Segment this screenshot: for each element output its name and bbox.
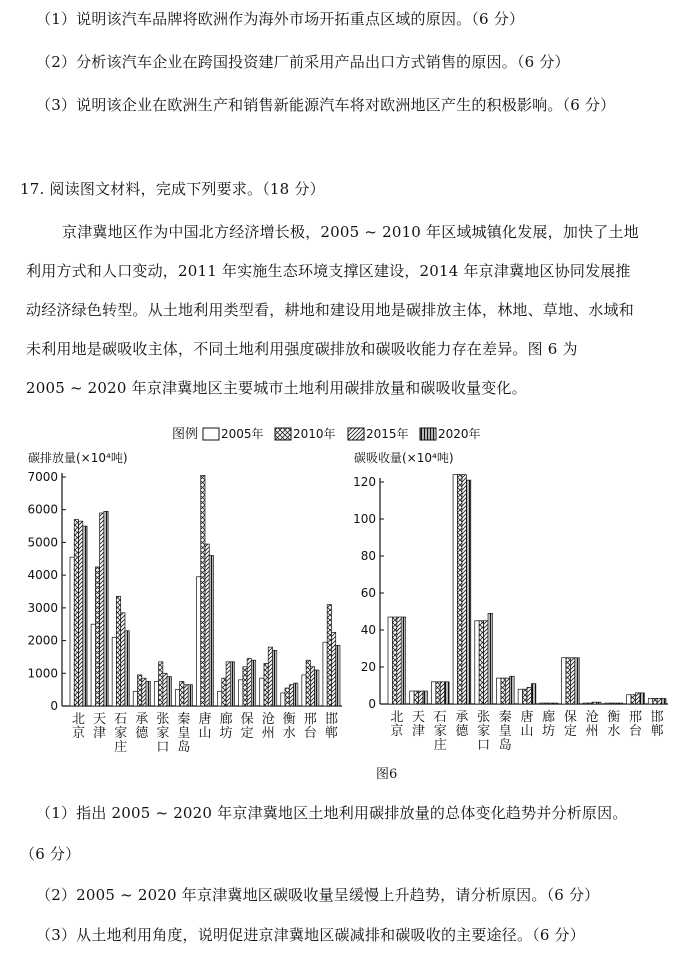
question-17-1: （1）指出 2005 ~ 2020 年京津冀地区土地利用碳排放量的总体变化趋势并分析原因。	[36, 804, 628, 822]
legend	[172, 426, 481, 442]
absorption-category-label: 水	[607, 724, 621, 739]
emission-tick-label: 7000	[27, 470, 58, 484]
legend-label-2020: 2020年	[438, 427, 481, 441]
emission-category-label: 德	[135, 726, 149, 741]
emission-bar	[180, 681, 184, 706]
absorption-category-label: 天	[412, 710, 426, 725]
emission-bar	[226, 662, 230, 706]
chart-carbon-emission	[27, 470, 342, 755]
emission-tick-label: 0	[50, 699, 58, 713]
absorption-bar	[431, 682, 435, 704]
absorption-bar	[479, 621, 483, 704]
paragraph-line: 动经济绿色转型。从土地利用类型看，耕地和建设用地是碳排放主体，林地、草地、水域和	[26, 301, 635, 319]
absorption-bar	[605, 703, 609, 704]
absorption-bar	[458, 475, 462, 704]
absorption-bar	[436, 682, 440, 704]
absorption-bar	[583, 703, 587, 704]
figure-caption: 图6	[376, 767, 398, 782]
emission-category-label: 山	[198, 726, 212, 741]
emission-bar	[331, 632, 335, 706]
emission-category-label: 石	[114, 712, 128, 727]
emission-bar	[281, 693, 285, 706]
emission-bar	[315, 670, 319, 706]
emission-category-label: 郸	[324, 726, 338, 741]
emission-bar	[205, 544, 209, 706]
emission-bar	[302, 675, 306, 706]
chart-carbon-absorption	[353, 475, 668, 753]
emission-tick-label: 1000	[27, 666, 58, 681]
emission-bar	[323, 642, 327, 706]
absorption-category-label: 州	[585, 724, 599, 739]
emission-bar	[273, 650, 277, 706]
legend-swatch-2010	[275, 428, 291, 440]
emission-category-label: 岛	[177, 740, 191, 755]
legend-label-2010: 2010年	[293, 427, 336, 441]
absorption-category-label: 邢	[628, 710, 642, 725]
emission-bar	[167, 677, 171, 706]
question-16-1: （1）说明该汽车品牌将欧洲作为海外市场开拓重点区域的原因。（6 分）	[36, 10, 525, 28]
absorption-category-label: 皇	[498, 724, 512, 739]
absorption-category-label: 京	[390, 724, 404, 739]
legend-swatch-2005	[203, 428, 219, 440]
absorption-tick-label: 100	[353, 512, 376, 526]
question-16-3: （3）说明该企业在欧洲生产和销售新能源汽车将对欧洲地区产生的积极影响。（6 分）	[36, 96, 616, 114]
absorption-bar	[445, 682, 449, 704]
emission-category-label: 家	[114, 726, 128, 741]
emission-bar	[163, 673, 167, 706]
emission-bar	[264, 663, 268, 706]
absorption-category-label: 山	[520, 724, 534, 739]
question-16-2: （2）分析该汽车企业在跨国投资建厂前采用产品出口方式销售的原因。（6 分）	[36, 53, 570, 71]
absorption-bar	[410, 691, 414, 704]
absorption-bar	[419, 691, 423, 704]
absorption-category-label: 家	[433, 724, 447, 739]
emission-bar	[196, 577, 200, 706]
emission-bar	[112, 637, 116, 706]
emission-category-label: 庄	[114, 740, 128, 755]
absorption-tick-label: 120	[353, 475, 376, 489]
absorption-bar	[518, 689, 522, 704]
absorption-bar	[414, 691, 418, 704]
absorption-bar	[575, 658, 579, 704]
absorption-bar	[588, 703, 592, 704]
absorption-bar	[401, 617, 405, 704]
emission-category-label: 水	[282, 726, 296, 741]
absorption-category-label: 唐	[520, 710, 534, 725]
absorption-bar	[501, 678, 505, 704]
paragraph-line: 京津冀地区作为中国北方经济增长极，2005 ~ 2010 年区域城镇化发展，加快了土地	[62, 223, 639, 241]
absorption-bar	[510, 676, 514, 704]
absorption-category-label: 北	[390, 710, 404, 725]
absorption-bar	[488, 613, 492, 704]
absorption-bar	[597, 702, 601, 704]
absorption-category-label: 石	[433, 710, 447, 725]
emission-bar	[285, 688, 289, 706]
paragraph-line: 未利用地是碳吸收主体，不同土地利用强度碳排放和碳吸收能力存在差异。图 6 为	[26, 340, 578, 358]
emission-bar	[142, 678, 146, 706]
emission-bar	[83, 526, 87, 706]
absorption-category-label: 张	[477, 710, 491, 725]
emission-category-label: 保	[240, 712, 254, 727]
absorption-category-label: 家	[477, 724, 491, 739]
absorption-bar	[484, 621, 488, 704]
emission-category-label: 京	[72, 726, 86, 741]
absorption-category-label: 郸	[650, 724, 664, 739]
absorption-bar	[466, 480, 470, 704]
emission-bar	[121, 613, 125, 706]
absorption-category-label: 沧	[585, 710, 599, 725]
legend-label-2005: 2005年	[221, 427, 264, 441]
absorption-bar	[627, 695, 631, 704]
emission-bar	[125, 631, 129, 706]
absorption-category-label: 台	[628, 724, 642, 739]
emission-bar	[260, 678, 264, 706]
emission-category-label: 家	[156, 726, 170, 741]
absorption-bar	[570, 658, 574, 704]
emission-bar	[251, 660, 255, 706]
emission-bar	[201, 475, 205, 706]
absorption-bar	[618, 703, 622, 704]
emission-bar	[294, 683, 298, 706]
absorption-category-label: 津	[412, 724, 426, 739]
absorption-tick-label: 0	[368, 697, 376, 711]
absorption-bar	[562, 658, 566, 704]
absorption-bar	[475, 621, 479, 704]
absorption-bar	[544, 703, 548, 704]
paragraph-line: 利用方式和人口变动，2011 年实施生态环境支撑区建设，2014 年京津冀地区协同发展推	[26, 262, 631, 280]
chart-left-ylabel: 碳排放量(×10⁴吨)	[28, 451, 128, 465]
emission-bar	[74, 520, 78, 706]
emission-bar	[159, 662, 163, 706]
emission-tick-label: 6000	[27, 502, 58, 517]
absorption-bar	[423, 691, 427, 704]
emission-category-label: 沧	[261, 712, 275, 727]
emission-category-label: 定	[240, 726, 254, 741]
absorption-category-label: 廊	[542, 710, 556, 725]
absorption-tick-label: 20	[360, 660, 376, 674]
absorption-bar	[640, 693, 644, 704]
emission-category-label: 邢	[303, 712, 317, 727]
absorption-category-label: 庄	[433, 738, 447, 753]
emission-category-label: 天	[93, 712, 107, 727]
absorption-bar	[631, 695, 635, 704]
absorption-bar	[397, 617, 401, 704]
absorption-category-label: 岛	[498, 738, 512, 753]
absorption-bar	[592, 702, 596, 704]
emission-category-label: 秦	[177, 712, 191, 727]
emission-bar	[116, 596, 120, 706]
emission-bar	[289, 685, 293, 706]
absorption-bar	[614, 703, 618, 704]
emission-category-label: 承	[135, 712, 149, 727]
emission-bar	[336, 645, 340, 706]
absorption-bar	[523, 689, 527, 704]
absorption-category-label: 承	[455, 710, 469, 725]
emission-bar	[268, 647, 272, 706]
emission-category-label: 州	[261, 726, 275, 741]
question-17-3: （3）从土地利用角度，说明促进京津冀地区碳减排和碳吸收的主要途径。（6 分）	[36, 926, 585, 944]
absorption-category-label: 邯	[650, 710, 664, 725]
emission-bar	[184, 685, 188, 706]
emission-bar	[70, 557, 74, 706]
emission-bar	[133, 691, 137, 706]
emission-category-label: 口	[156, 740, 170, 755]
absorption-bar	[609, 703, 613, 704]
emission-bar	[310, 667, 314, 706]
emission-tick-label: 4000	[27, 568, 58, 583]
absorption-category-label: 德	[455, 724, 469, 739]
absorption-bar	[440, 682, 444, 704]
absorption-category-label: 口	[477, 738, 491, 753]
emission-bar	[230, 662, 234, 706]
legend-label-2015: 2015年	[366, 427, 409, 441]
emission-bar	[247, 659, 251, 706]
absorption-bar	[496, 678, 500, 704]
absorption-bar	[553, 703, 557, 704]
emission-category-label: 津	[93, 726, 107, 741]
emission-bar	[95, 567, 99, 706]
emission-bar	[222, 678, 226, 706]
absorption-tick-label: 80	[360, 549, 376, 563]
absorption-category-label: 衡	[607, 710, 621, 725]
absorption-tick-label: 60	[360, 586, 376, 600]
absorption-category-label: 定	[563, 724, 577, 739]
emission-bar	[306, 660, 310, 706]
emission-bar	[138, 675, 142, 706]
emission-category-label: 廊	[219, 712, 233, 727]
question-17-2: （2）2005 ~ 2020 年京津冀地区碳吸收量呈缓慢上升趋势，请分析原因。（6 分）	[36, 886, 600, 904]
emission-tick-label: 3000	[27, 600, 58, 615]
absorption-bar	[653, 698, 657, 704]
absorption-bar	[549, 703, 553, 704]
emission-category-label: 皇	[177, 726, 191, 741]
absorption-category-label: 秦	[498, 710, 512, 725]
emission-bar	[146, 681, 150, 706]
absorption-category-label: 保	[563, 710, 577, 725]
question-17-heading: 17. 阅读图文材料，完成下列要求。（18 分）	[20, 180, 325, 198]
absorption-bar	[453, 475, 457, 704]
emission-bar	[79, 521, 83, 706]
absorption-bar	[505, 678, 509, 704]
absorption-bar	[635, 693, 639, 704]
emission-category-label: 台	[303, 726, 317, 741]
emission-bar	[188, 685, 192, 706]
emission-bar	[218, 691, 222, 706]
emission-bar	[243, 667, 247, 706]
emission-bar	[104, 511, 108, 706]
absorption-bar	[388, 617, 392, 704]
absorption-bar	[392, 617, 396, 704]
emission-category-label: 坊	[219, 726, 233, 741]
emission-bar	[175, 690, 179, 706]
absorption-bar	[540, 703, 544, 704]
emission-bar	[91, 624, 95, 706]
absorption-tick-label: 40	[360, 623, 376, 637]
emission-category-label: 唐	[198, 712, 212, 727]
emission-bar	[239, 680, 243, 706]
question-17-1-score: （6 分）	[20, 845, 81, 863]
emission-category-label: 北	[72, 712, 86, 727]
emission-category-label: 邯	[324, 712, 338, 727]
legend-title: 图例	[172, 427, 199, 442]
absorption-bar	[462, 475, 466, 704]
emission-category-label: 张	[156, 712, 170, 727]
absorption-bar	[648, 698, 652, 704]
absorption-category-label: 坊	[542, 724, 556, 739]
absorption-bar	[662, 698, 666, 704]
absorption-bar	[566, 658, 570, 704]
emission-tick-label: 5000	[27, 535, 58, 550]
emission-category-label: 衡	[282, 712, 296, 727]
emission-bar	[154, 681, 158, 706]
absorption-bar	[657, 698, 661, 704]
emission-bar	[100, 513, 104, 706]
legend-swatch-2020	[420, 428, 436, 440]
chart-right-ylabel: 碳吸收量(×10⁴吨)	[354, 451, 454, 465]
figure-6	[0, 420, 692, 760]
paragraph-line: 2005 ~ 2020 年京津冀地区主要城市土地利用碳排放量和碳吸收量变化。	[26, 379, 527, 397]
legend-swatch-2015	[348, 428, 364, 440]
emission-tick-label: 2000	[27, 633, 58, 648]
absorption-bar	[527, 687, 531, 704]
emission-bar	[209, 556, 213, 706]
emission-bar	[327, 605, 331, 706]
absorption-bar	[531, 684, 535, 704]
